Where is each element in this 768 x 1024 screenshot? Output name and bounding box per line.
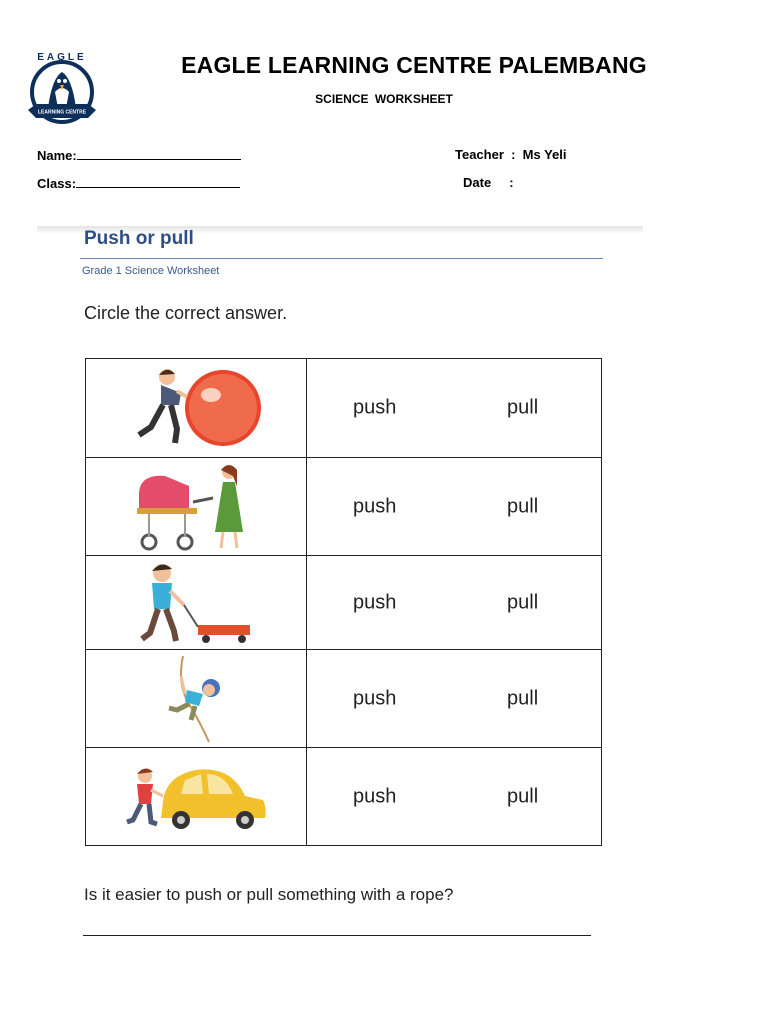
logo-top-text: EAGLE [37,52,87,63]
class-field[interactable] [37,175,240,191]
instruction: Circle the correct answer. [84,303,288,323]
answer-table [85,358,602,846]
options-cell [307,458,602,556]
question-text: Is it easier to push or pull something with a rope? [84,885,454,904]
picture-cell [86,556,307,650]
pull-option[interactable]: pull [507,785,539,807]
teacher-field: Teacher : Ms Yeli [455,147,567,162]
push-option[interactable]: push [353,495,397,517]
picture-cell [86,458,307,556]
options-cell [307,556,602,650]
push-option[interactable]: push [353,591,397,613]
picture-cell [86,650,307,748]
title-divider [80,258,603,259]
boy-pushing-ball-icon [121,365,271,451]
pull-option[interactable]: pull [507,591,539,613]
class-blank[interactable] [76,175,240,188]
worksheet-title: Push or pull [84,228,194,249]
options-cell [307,650,602,748]
push-option[interactable]: push [353,785,397,807]
picture-cell [86,748,307,846]
picture-cell [86,359,307,458]
pull-option[interactable]: pull [507,687,539,709]
table-row [86,650,602,748]
table-row [86,556,602,650]
boy-pushing-car-icon [121,762,271,832]
pull-option[interactable]: pull [507,495,539,517]
push-option[interactable]: push [353,396,397,419]
name-field[interactable] [37,147,241,163]
worksheet-subtitle: Grade 1 Science Worksheet [82,265,220,277]
answer-line[interactable] [83,935,591,936]
logo-band-text: LEARNING CENTRE [37,109,87,116]
name-blank[interactable] [77,147,241,160]
woman-with-stroller-icon [131,462,261,552]
name-label: Name: [37,148,77,163]
date-field: Date : [463,175,514,190]
sheet-title: SCIENCE WORKSHEET [315,92,453,106]
school-name: EAGLE LEARNING CENTRE PALEMBANG [181,52,647,78]
class-label: Class: [37,176,77,191]
pull-option[interactable]: pull [507,396,539,419]
options-cell [307,359,602,458]
table-row [86,359,602,458]
push-option[interactable]: push [353,687,397,709]
boy-pulling-wagon-icon [136,561,256,645]
boy-climbing-rope-icon [161,654,231,744]
table-row [86,748,602,846]
options-cell [307,748,602,846]
table-row [86,458,602,556]
